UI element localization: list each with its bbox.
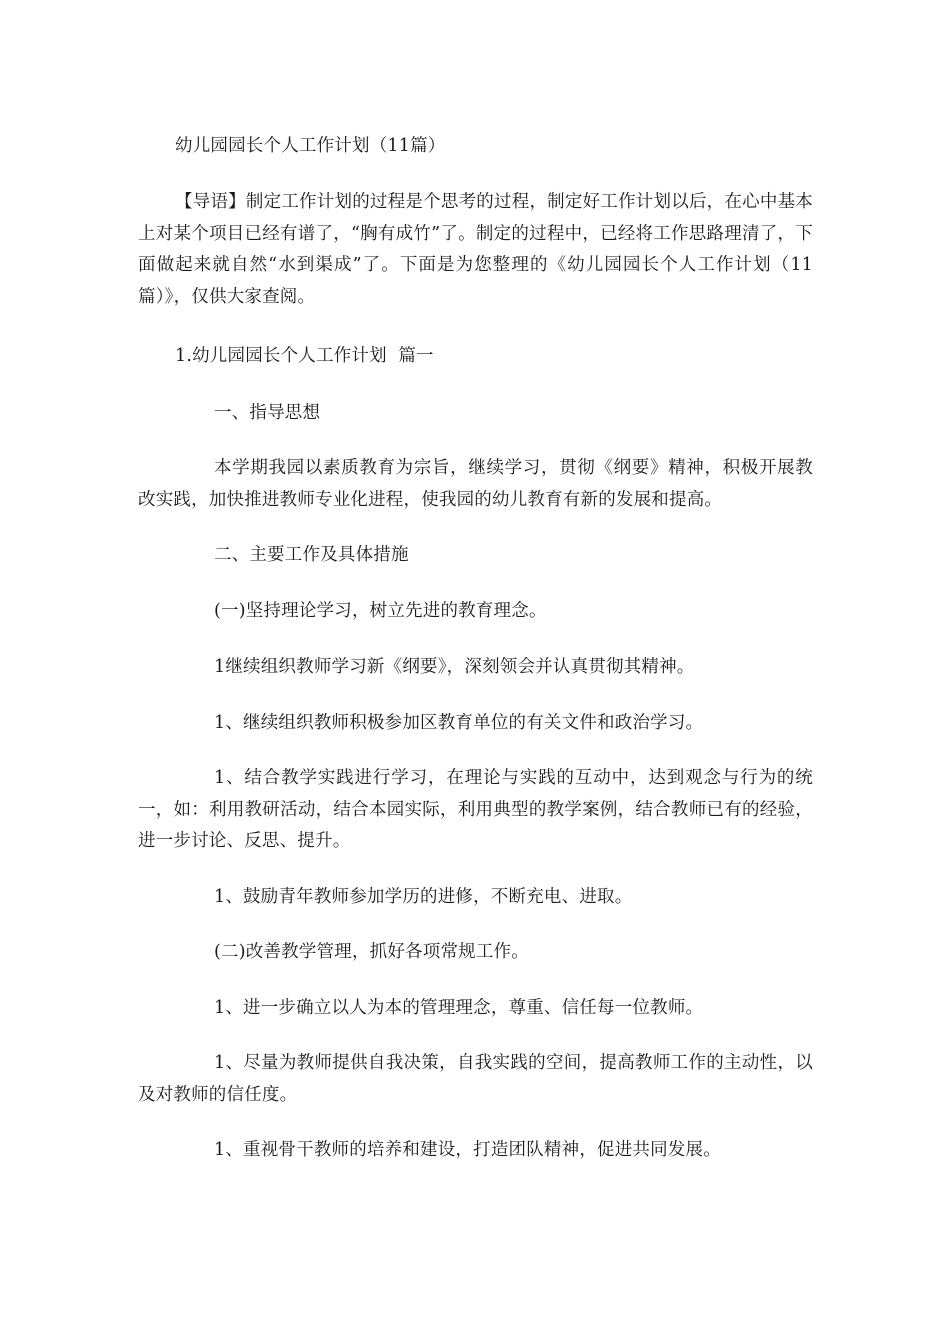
intro-paragraph: 【导语】制定工作计划的过程是个思考的过程，制定好工作计划以后，在心中基本上对某个项目已经有谱了，“胸有成竹”了。制定的过程中，已经将工作思路理清了，下面做起来就自然“水到渠成”了。下面是为您整理的《幼儿园园长个人工作计划（11篇）》，仅供大家查阅。	[138, 192, 813, 307]
paragraph-guiding-ideology: 本学期我园以素质教育为宗旨，继续学习，贯彻《纲要》精神，积极开展教改实践，加快推进教师专业化进程，使我园的幼儿教育有新的发展和提高。	[138, 458, 813, 510]
list-item: 1、继续组织教师积极参加区教育单位的有关文件和政治学习。	[214, 713, 704, 733]
section-heading: 1.幼儿园园长个人工作计划 篇一	[175, 346, 434, 366]
heading-guiding-ideology: 一、指导思想	[214, 403, 321, 423]
list-item: 1、结合教学实践进行学习，在理论与实践的互动中，达到观念与行为的统一，如：利用教研活动，结合本园实际，利用典型的教学案例，结合教师已有的经验，进一步讨论、反思、提升。	[138, 768, 813, 851]
list-item: 1继续组织教师学习新《纲要》，深刻领会并认真贯彻其精神。	[214, 657, 695, 677]
list-item: 1、尽量为教师提供自我决策，自我实践的空间，提高教师工作的主动性，以及对教师的信任度。	[138, 1053, 813, 1105]
heading-main-work: 二、主要工作及具体措施	[214, 545, 409, 565]
list-item: 1、重视骨干教师的培养和建设，打造团队精神，促进共同发展。	[214, 1140, 721, 1160]
list-item: 1、鼓励青年教师参加学历的进修，不断充电、进取。	[214, 887, 633, 907]
subheading-teaching-management: (二)改善教学管理，抓好各项常规工作。	[214, 942, 529, 962]
list-item: 1、进一步确立以人为本的管理理念，尊重、信任每一位教师。	[214, 998, 704, 1018]
subheading-theory-study: (一)坚持理论学习，树立先进的教育理念。	[214, 601, 547, 621]
document-title: 幼儿园园长个人工作计划（11篇）	[175, 136, 446, 156]
